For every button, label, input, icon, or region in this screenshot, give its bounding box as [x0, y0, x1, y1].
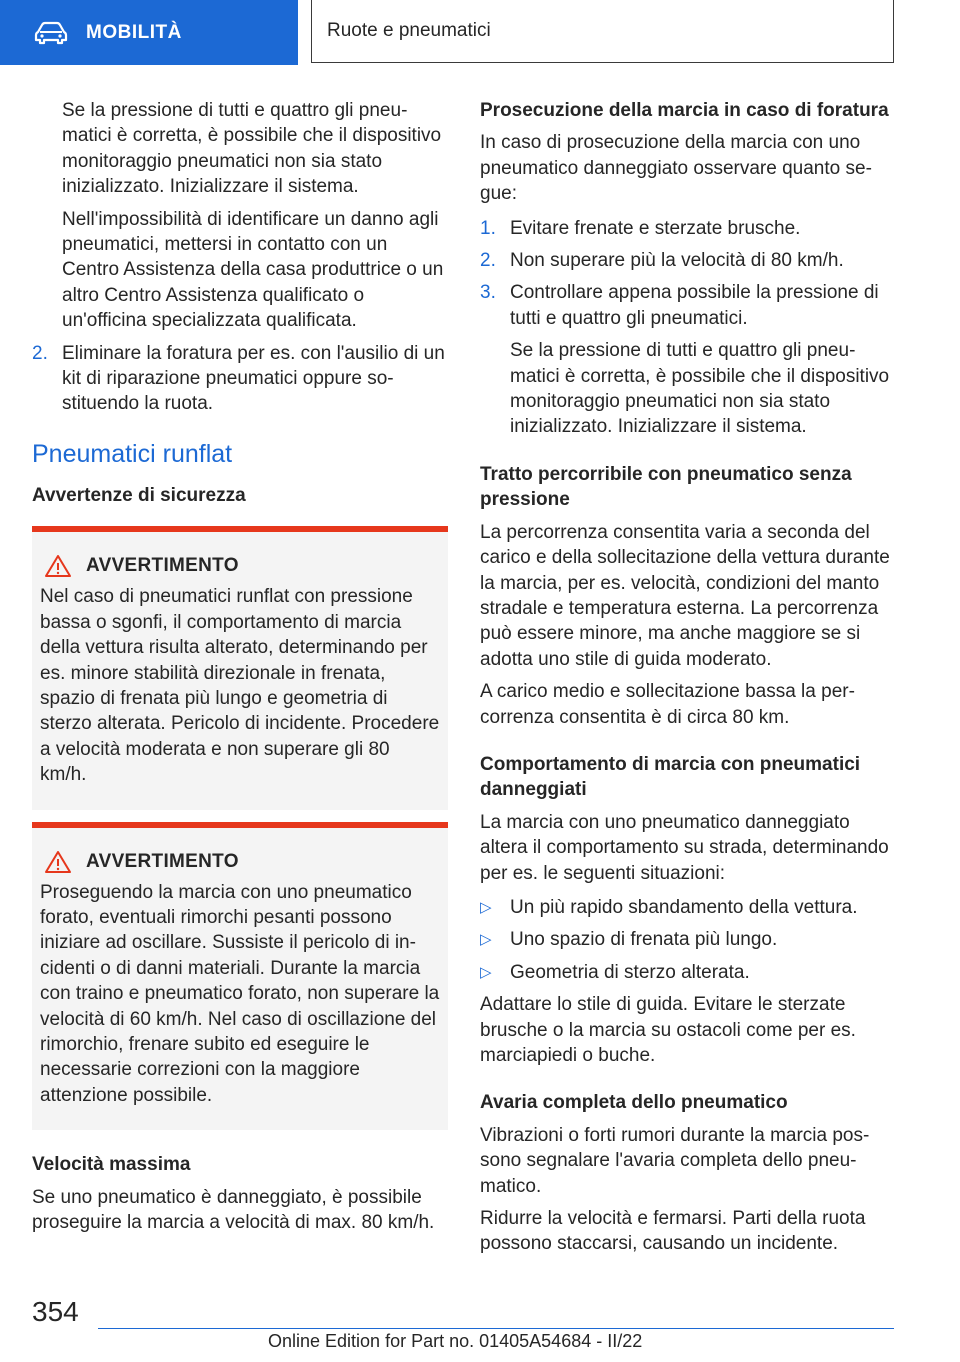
chapter-header: [311, 0, 894, 63]
page-number: 354: [32, 1296, 79, 1327]
step-note: Se la pressione di tutti e quattro gli pneumatici è corretta, è possibile che il dispositivo monitoraggio pneumatici non sia stato inizializzato. Inizializzare il sistema.: [510, 340, 890, 438]
warning-triangle-icon: [44, 554, 72, 578]
bullet-triangle-icon: ▷: [480, 931, 492, 949]
list-number: 1.: [480, 217, 496, 239]
warning-title: AVVERTIMENTO: [86, 850, 239, 872]
list-number: 2.: [480, 250, 496, 272]
failure-heading: Avaria completa dello pneumatico: [480, 1092, 788, 1114]
bullet-triangle-icon: ▷: [480, 898, 492, 916]
list-item-text: Evitare frenate e sterzate brusche.: [510, 217, 801, 239]
list-item: [480, 927, 896, 952]
behavior-intro: La marcia con uno pneumatico danneggiato altera il comportamento su strada, determinando per es. le seguenti situazioni:: [480, 811, 889, 884]
section-title: Pneumatici runflat: [32, 439, 233, 468]
list-number: 3.: [480, 282, 496, 304]
continue-heading: Prosecuzione della marcia in caso di foratura: [480, 100, 889, 121]
list-item-text: Non superare più la velocità di 80 km/h.: [510, 250, 844, 272]
warning-title: AVVERTIMENTO: [86, 555, 239, 577]
range-paragraph: La percorrenza consentita varia a seconda del carico e della sollecitazione della vettura durante la marcia, per es. velocità, condizioni del manto stradale e temperatura esterna. La percorrenza può essere minore, ma anche maggiore se si adotta uno stile di guida moderato.: [480, 521, 890, 670]
range-heading: Tratto percorribile con pneumatico senza pressione: [480, 463, 852, 511]
footer-edition: Online Edition for Part no. 01405A54684 - II/22: [268, 1331, 643, 1351]
footer-divider: [98, 1328, 894, 1329]
chapter-title: Ruote e pneumatici: [327, 20, 491, 41]
continue-intro: In caso di prosecuzione della marcia con uno pneumatico danneggiato osservare quanto segue:: [480, 132, 872, 205]
warning-triangle-icon: [44, 850, 72, 874]
paragraph-pressure-note: Se la pressione di tutti e quattro gli pneumatici è corretta, è possibile che il dispositivo monitoraggio pneumatici non sia stato inizializzato. Inizializzare il sistema.: [62, 100, 442, 198]
list-item: [32, 341, 448, 417]
car-icon: [34, 21, 68, 45]
behavior-heading: Comportamento di marcia con pneumatici danneggiati: [480, 753, 861, 801]
safety-heading: Avvertenze di sicurezza: [32, 484, 246, 506]
bullet-triangle-icon: ▷: [480, 963, 492, 981]
failure-paragraph: Ridurre la velocità e fermarsi. Parti della ruota possono staccarsi, causando un incidente.: [480, 1208, 866, 1255]
section-tab[interactable]: [0, 0, 298, 65]
list-item-text: Uno spazio di frenata più lungo.: [510, 929, 778, 951]
list-item-text: Geometria di sterzo alterata.: [510, 961, 750, 983]
list-item: [480, 280, 896, 331]
list-item: [480, 895, 896, 920]
max-speed-text: Se uno pneumatico è danneggiato, è possibile proseguire la marcia a velocità di max. 80 km/h.: [32, 1186, 435, 1233]
warning-text: Nel caso di pneumatici runflat con pressione bassa o sgonfi, il comportamento di marcia della vettura risulta alterato, determinando per es. minore stabilità direzionale in frenata, spazio di frenata più lungo e geometria di sterzo alterata. Pericolo di incidente. Procedere a velocità moderata e non superare gli 80 km/h.: [40, 586, 440, 786]
list-number: 2.: [32, 342, 48, 364]
list-item: [480, 248, 896, 273]
paragraph-damage-note: Nell'impossibilità di identificare un danno agli pneumatici, mettersi in contatto con un Centro Assistenza della casa produttrice o un altro Centro Assistenza qualificato o un'officina specializzata qualificata.: [62, 208, 444, 332]
list-item: [480, 216, 896, 241]
warning-text: Proseguendo la marcia con uno pneumatico forato, eventuali rimorchi pesanti possono iniziare ad oscillare. Sussiste il pericolo di incidenti o di danni materiali. Durante la marcia con traino e pneumatico forato, non superare la velocità di 60 km/h. Nel caso di oscillazione del rimorchio, frenare subito ed eseguire le necessarie correzioni con la maggiore attenzione possibile.: [40, 881, 440, 1106]
right-column: [480, 98, 896, 1257]
range-paragraph: A carico medio e sollecitazione bassa la percorrenza consentita è di circa 80 km.: [480, 681, 855, 728]
list-item-text: Controllare appena possibile la pressione di tutti e quattro gli pneumatici.: [510, 282, 879, 329]
warning-box: [32, 526, 448, 809]
list-item-text: Eliminare la foratura per es. con l'ausilio di un kit di riparazione pneumatici oppure sostituendo la ruota.: [62, 342, 445, 415]
section-label: MOBILITÀ: [86, 21, 182, 43]
max-speed-heading: Velocità massima: [32, 1154, 191, 1176]
left-column: [32, 98, 448, 1235]
warning-box: [32, 822, 448, 1131]
behavior-outro: Adattare lo stile di guida. Evitare le sterzate brusche o la marcia su ostacoli come per es. marciapiedi o buche.: [480, 994, 856, 1066]
list-item: [480, 960, 896, 985]
failure-paragraph: Vibrazioni o forti rumori durante la marcia possono segnalare l'avaria completa dello pneumatico.: [480, 1124, 870, 1197]
list-item-text: Un più rapido sbandamento della vettura.: [510, 896, 858, 918]
